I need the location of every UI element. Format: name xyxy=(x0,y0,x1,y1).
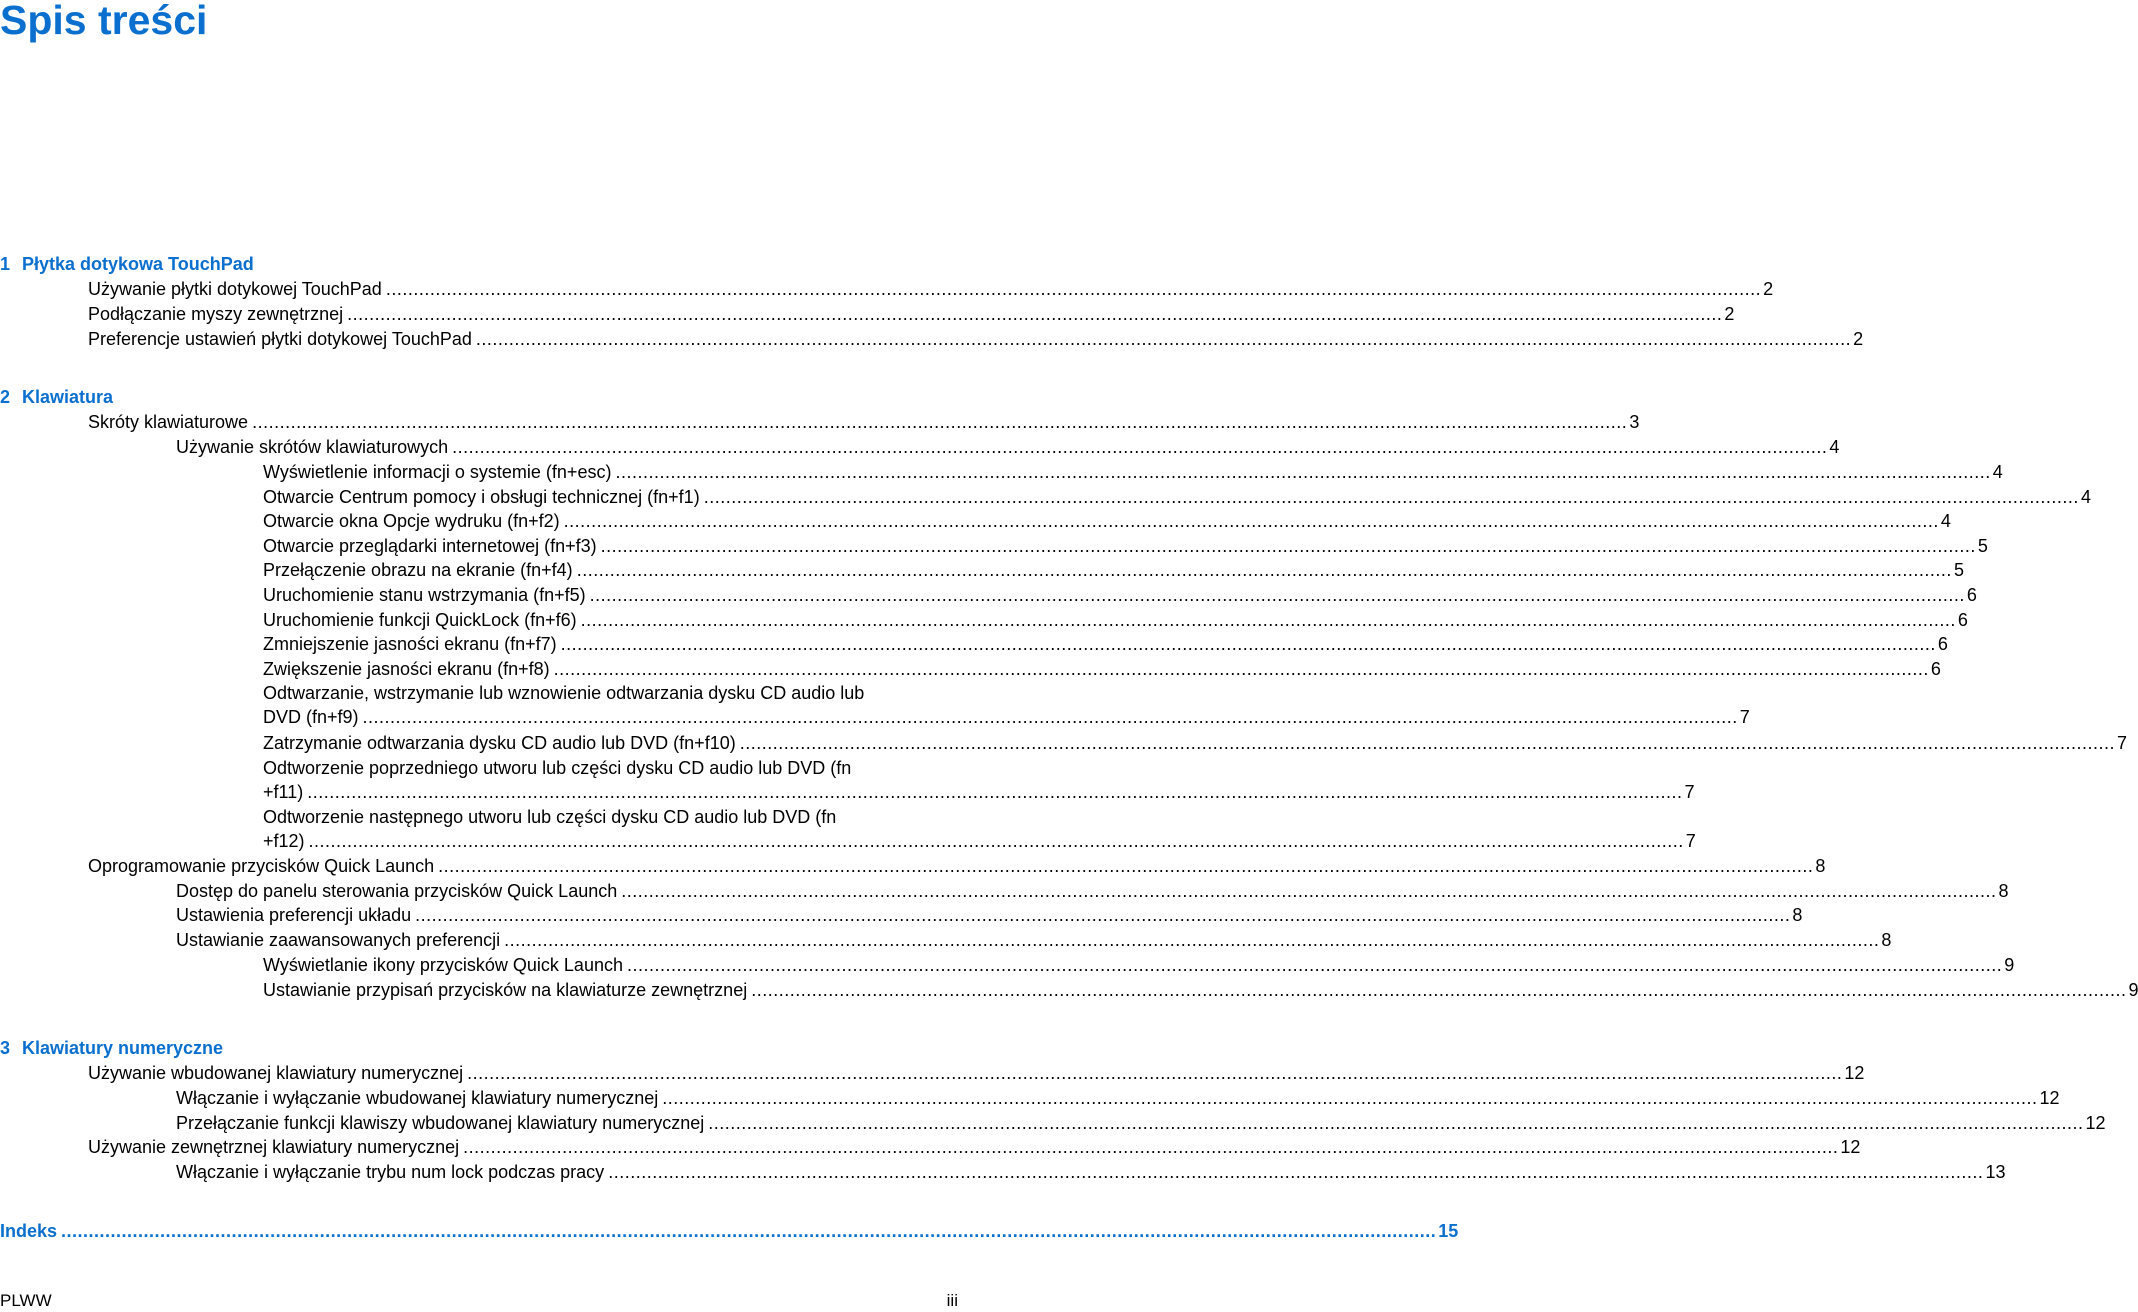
toc-entry-title-line2: +f12) xyxy=(263,831,305,851)
dot-leader: .......................................................................................................................................................................................................................................................... xyxy=(61,1221,1437,1241)
dot-leader: .......................................................................................................................................................................................................................................................... xyxy=(308,831,1684,851)
toc-entry-title: Włączanie i wyłączanie trybu num lock podczas pracy xyxy=(176,1162,605,1182)
toc-entry[interactable] xyxy=(88,302,1735,326)
toc-entry-page: 4 xyxy=(1940,511,1951,531)
toc-entry[interactable] xyxy=(88,1135,1861,1159)
toc-entry[interactable] xyxy=(88,277,1774,301)
toc-entry-title: Otwarcie przeglądarki internetowej (fn+f3) xyxy=(263,536,597,556)
toc-entry-page: 8 xyxy=(1792,905,1803,925)
toc-entry-title: Przełączenie obrazu na ekranie (fn+f4) xyxy=(263,560,573,580)
toc-entry-title: Zatrzymanie odtwarzania dysku CD audio lub DVD (fn+f10) xyxy=(263,733,736,753)
toc-entry-title: Używanie płytki dotykowej TouchPad xyxy=(88,279,382,299)
toc-entry-title: Używanie zewnętrznej klawiatury numerycznej xyxy=(88,1137,460,1157)
toc-entry-page: 9 xyxy=(2128,980,2138,1000)
toc-entry-title-line1: Odtworzenie następnego utworu lub części dysku CD audio lub DVD (fn xyxy=(263,807,837,827)
dot-leader: .......................................................................................................................................................................................................................................................... xyxy=(553,659,1929,679)
dot-leader: .......................................................................................................................................................................................................................................................... xyxy=(452,437,1828,457)
toc-section-1[interactable] xyxy=(0,252,254,276)
toc-entry-page: 8 xyxy=(1815,856,1826,876)
toc-entry-page: 12 xyxy=(1844,1063,1865,1083)
toc-entry-page: 2 xyxy=(1724,304,1735,324)
dot-leader: .......................................................................................................................................................................................................................................................... xyxy=(563,511,1939,531)
toc-entry[interactable] xyxy=(263,805,1696,853)
dot-leader: .......................................................................................................................................................................................................................................................... xyxy=(580,610,1956,630)
dot-leader: .......................................................................................................................................................................................................................................................... xyxy=(626,955,2003,975)
section-title: Płytka dotykowa TouchPad xyxy=(22,254,254,274)
dot-leader: .......................................................................................................................................................................................................................................................... xyxy=(362,707,1738,727)
dot-leader: .......................................................................................................................................................................................................................................................... xyxy=(589,585,1965,605)
dot-leader: .......................................................................................................................................................................................................................................................... xyxy=(560,634,1936,654)
toc-entry-page: 8 xyxy=(1998,881,2009,901)
toc-entry[interactable] xyxy=(88,854,1826,878)
dot-leader: .......................................................................................................................................................................................................................................................... xyxy=(252,412,1628,432)
dot-leader: .......................................................................................................................................................................................................................................................... xyxy=(739,733,2115,753)
toc-entry-line2 xyxy=(263,780,1695,804)
toc-entry-title: Przełączanie funkcji klawiszy wbudowanej klawiatury numerycznej xyxy=(176,1113,705,1133)
toc-entry-page: 6 xyxy=(1937,634,1948,654)
toc-entry-title: Ustawianie przypisań przycisków na klawiaturze zewnętrznej xyxy=(263,980,748,1000)
toc-entry[interactable] xyxy=(88,1061,1865,1085)
section-number: 3 xyxy=(0,1038,11,1058)
footer-page-number: iii xyxy=(946,1291,958,1310)
toc-entry-page: 3 xyxy=(1629,412,1640,432)
toc-entry-page: 8 xyxy=(1881,930,1892,950)
toc-entry-page: 6 xyxy=(1966,585,1977,605)
toc-entry-title: Wyświetlenie informacji o systemie (fn+esc) xyxy=(263,462,612,482)
toc-entry-title-line1: Odtwarzanie, wstrzymanie lub wznowienie odtwarzania dysku CD audio lub xyxy=(263,683,865,703)
toc-entry-page: 15 xyxy=(1438,1221,1459,1241)
toc-entry[interactable] xyxy=(263,608,1968,632)
toc-entry-title: Włączanie i wyłączanie wbudowanej klawiatury numerycznej xyxy=(176,1088,659,1108)
toc-entry[interactable] xyxy=(263,657,1941,681)
toc-entry-title-line2: +f11) xyxy=(263,782,304,802)
dot-leader: .......................................................................................................................................................................................................................................................... xyxy=(662,1088,2038,1108)
toc-entry-page: 7 xyxy=(2116,733,2127,753)
toc-entry[interactable] xyxy=(176,1111,2106,1135)
toc-entry-title-line1: Odtworzenie poprzedniego utworu lub części dysku CD audio lub DVD (fn xyxy=(263,758,852,778)
toc-entry-page: 5 xyxy=(1977,536,1988,556)
toc-entry[interactable] xyxy=(263,756,1695,804)
toc-entry-page: 4 xyxy=(2080,487,2091,507)
page-title: Spis treści xyxy=(0,0,208,43)
dot-leader: .......................................................................................................................................................................................................................................................... xyxy=(475,329,1852,349)
toc-entry-page: 4 xyxy=(1829,437,1840,457)
toc-entry-page: 4 xyxy=(1992,462,2003,482)
dot-leader: .......................................................................................................................................................................................................................................................... xyxy=(621,881,1997,901)
toc-entry[interactable] xyxy=(263,534,1988,558)
section-title: Klawiatura xyxy=(22,387,114,407)
toc-entry-title: Skróty klawiaturowe xyxy=(88,412,249,432)
toc-section-2[interactable] xyxy=(0,385,113,409)
dot-leader: .......................................................................................................................................................................................................................................................... xyxy=(751,980,2127,1000)
toc-entry-title: Ustawienia preferencji układu xyxy=(176,905,412,925)
toc-entry-title: Uruchomienie funkcji QuickLock (fn+f6) xyxy=(263,610,577,630)
dot-leader: .......................................................................................................................................................................................................................................................... xyxy=(463,1137,1839,1157)
toc-entry[interactable] xyxy=(88,410,1640,434)
dot-leader: .......................................................................................................................................................................................................................................................... xyxy=(504,930,1880,950)
toc-entry-title: Oprogramowanie przycisków Quick Launch xyxy=(88,856,435,876)
toc-entry[interactable] xyxy=(176,1160,2006,1184)
footer-doc-code: PLWW xyxy=(0,1291,52,1310)
toc-entry-line2 xyxy=(263,829,1696,853)
dot-leader: .......................................................................................................................................................................................................................................................... xyxy=(467,1063,1843,1083)
toc-entry[interactable] xyxy=(263,632,1948,656)
toc-entry-page: 12 xyxy=(2085,1113,2106,1133)
toc-entry-page: 5 xyxy=(1953,560,1964,580)
toc-entry-index[interactable] xyxy=(0,1219,1459,1243)
dot-leader: .......................................................................................................................................................................................................................................................... xyxy=(600,536,1976,556)
toc-entry-line2 xyxy=(263,705,1750,729)
toc-entry[interactable] xyxy=(263,509,1951,533)
toc-entry-title: Preferencje ustawień płytki dotykowej TouchPad xyxy=(88,329,472,349)
toc-entry[interactable] xyxy=(176,879,2009,903)
dot-leader: .......................................................................................................................................................................................................................................................... xyxy=(708,1113,2084,1133)
dot-leader: .......................................................................................................................................................................................................................................................... xyxy=(307,782,1683,802)
toc-entry-title: Wyświetlanie ikony przycisków Quick Launch xyxy=(263,955,623,975)
dot-leader: .......................................................................................................................................................................................................................................................... xyxy=(415,905,1791,925)
toc-entry-page: 12 xyxy=(2039,1088,2060,1108)
toc-entry-page: 7 xyxy=(1739,707,1750,727)
toc-entry-page: 6 xyxy=(1930,659,1941,679)
toc-entry-page: 9 xyxy=(2004,955,2015,975)
dot-leader: .......................................................................................................................................................................................................................................................... xyxy=(703,487,2079,507)
toc-entry-title: Podłączanie myszy zewnętrznej xyxy=(88,304,344,324)
toc-entry[interactable] xyxy=(263,485,2091,509)
toc-entry-page: 12 xyxy=(1840,1137,1861,1157)
toc-entry-page: 7 xyxy=(1685,831,1696,851)
toc-entry-title: Używanie skrótów klawiaturowych xyxy=(176,437,449,457)
toc-entry[interactable] xyxy=(263,731,2127,755)
toc-entry-page: 6 xyxy=(1957,610,1968,630)
toc-entry[interactable] xyxy=(263,953,2015,977)
toc-section-3[interactable] xyxy=(0,1036,223,1060)
toc-entry-title: Otwarcie Centrum pomocy i obsługi technicznej (fn+f1) xyxy=(263,487,700,507)
toc-entry[interactable] xyxy=(263,460,2003,484)
section-title: Klawiatury numeryczne xyxy=(22,1038,224,1058)
dot-leader: .......................................................................................................................................................................................................................................................... xyxy=(576,560,1952,580)
toc-entry[interactable] xyxy=(263,978,2138,1002)
toc-entry-title: Ustawianie zaawansowanych preferencji xyxy=(176,930,501,950)
toc-entry[interactable] xyxy=(176,903,1803,927)
toc-entry-title: Używanie wbudowanej klawiatury numerycznej xyxy=(88,1063,464,1083)
toc-entry[interactable] xyxy=(176,1086,2060,1110)
section-number: 1 xyxy=(0,254,11,274)
toc-entry[interactable] xyxy=(176,928,1892,952)
toc-entry-title: Otwarcie okna Opcje wydruku (fn+f2) xyxy=(263,511,560,531)
toc-entry[interactable] xyxy=(88,327,1864,351)
toc-entry[interactable] xyxy=(263,681,1750,729)
toc-entry[interactable] xyxy=(176,435,1840,459)
dot-leader: .......................................................................................................................................................................................................................................................... xyxy=(615,462,1991,482)
dot-leader: .......................................................................................................................................................................................................................................................... xyxy=(347,304,1723,324)
toc-entry-title: Dostęp do panelu sterowania przycisków Quick Launch xyxy=(176,881,618,901)
toc-entry-page: 7 xyxy=(1684,782,1695,802)
toc-entry-page: 13 xyxy=(1985,1162,2006,1182)
section-number: 2 xyxy=(0,387,11,407)
toc-entry-title: Zmniejszenie jasności ekranu (fn+f7) xyxy=(263,634,557,654)
toc-entry-title-line2: DVD (fn+f9) xyxy=(263,707,359,727)
toc-entry[interactable] xyxy=(263,583,1977,607)
toc-entry[interactable] xyxy=(263,558,1964,582)
dot-leader: .......................................................................................................................................................................................................................................................... xyxy=(385,279,1762,299)
toc-entry-page: 2 xyxy=(1853,329,1864,349)
toc-entry-title: Indeks xyxy=(0,1221,58,1241)
toc-entry-title: Uruchomienie stanu wstrzymania (fn+f5) xyxy=(263,585,586,605)
dot-leader: .......................................................................................................................................................................................................................................................... xyxy=(438,856,1814,876)
dot-leader: .......................................................................................................................................................................................................................................................... xyxy=(608,1162,1984,1182)
toc-entry-title: Zwiększenie jasności ekranu (fn+f8) xyxy=(263,659,550,679)
toc-entry-page: 2 xyxy=(1763,279,1774,299)
